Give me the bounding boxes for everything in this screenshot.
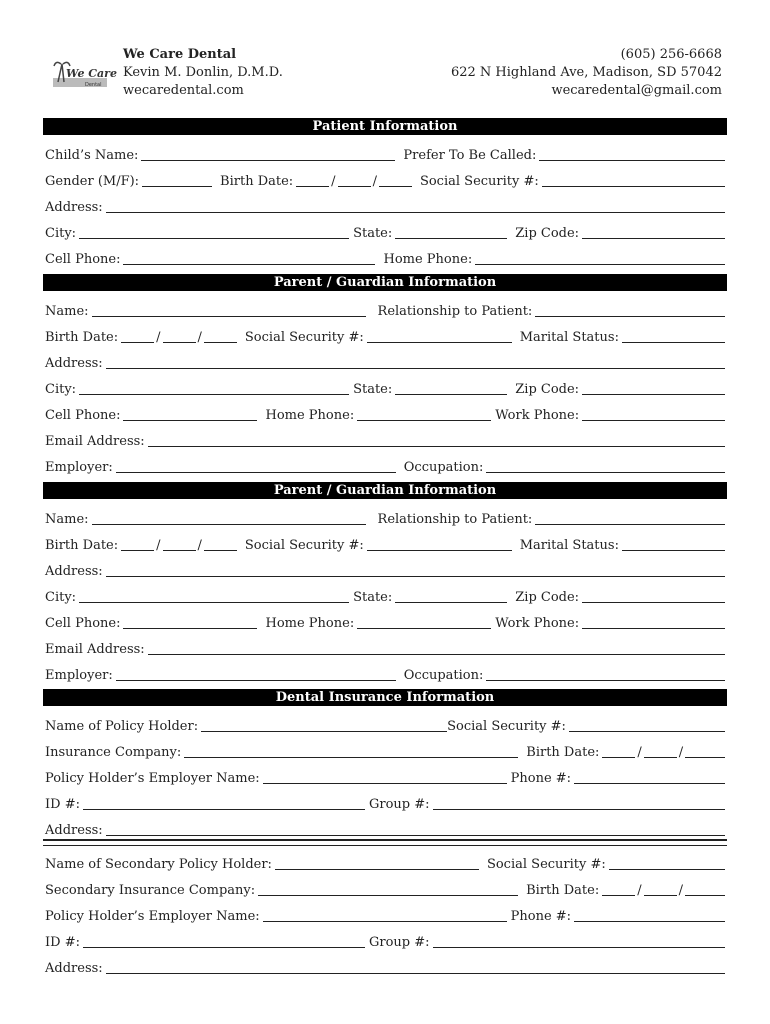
g2-occupation-field[interactable] — [486, 679, 725, 681]
svg-text:Dental: Dental — [85, 82, 102, 88]
g2-cell-phone-field[interactable] — [123, 627, 257, 629]
row-g1-city-state-zip — [45, 378, 725, 398]
g2-state-field[interactable] — [395, 601, 507, 603]
row-g1-employer — [45, 456, 725, 476]
address-label: Address: — [45, 200, 103, 215]
row-sec-id-group — [45, 931, 725, 951]
g2-ssn-field[interactable] — [367, 549, 512, 551]
date-slash: / — [156, 330, 161, 345]
row-g2-address — [45, 560, 725, 580]
row-sec-ph-employer — [45, 905, 725, 925]
clinic-name: We Care Dental — [123, 47, 237, 62]
ssn-field[interactable] — [542, 185, 725, 187]
sec-id-label: ID #: — [45, 935, 80, 950]
ins-address-field[interactable] — [106, 834, 725, 836]
row-g2-birth — [45, 534, 725, 554]
g1-birth-date-label: Birth Date: — [45, 330, 119, 345]
ph-employer-label: Policy Holder’s Employer Name: — [45, 771, 260, 786]
sec-group-label: Group #: — [368, 935, 430, 950]
g2-birth-date-label: Birth Date: — [45, 538, 119, 553]
ins-address-label: Address: — [45, 823, 103, 838]
zip-field[interactable] — [582, 237, 725, 239]
g2-relationship-field[interactable] — [535, 523, 725, 525]
clinic-website: wecaredental.com — [123, 83, 244, 98]
g1-home-phone-field[interactable] — [357, 419, 491, 421]
g1-marital-field[interactable] — [622, 341, 725, 343]
g2-email-label: Email Address: — [45, 642, 145, 657]
state-field[interactable] — [395, 237, 507, 239]
g2-ssn-label: Social Security #: — [244, 538, 364, 553]
row-g2-name — [45, 508, 725, 528]
policy-holder-label: Name of Policy Holder: — [45, 719, 199, 734]
g2-employer-label: Employer: — [45, 668, 113, 683]
g1-home-phone-label: Home Phone: — [265, 408, 355, 423]
g2-address-field[interactable] — [106, 575, 725, 577]
cell-phone-field[interactable] — [123, 263, 375, 265]
secondary-ssn-field[interactable] — [609, 868, 725, 870]
ins-birth-date-label: Birth Date: — [526, 745, 600, 760]
g1-birth-year-field[interactable] — [204, 341, 237, 343]
g1-name-field[interactable] — [92, 315, 366, 317]
section-guardian-2: Parent / Guardian Information — [43, 482, 727, 499]
row-phones — [45, 248, 725, 268]
ins-birth-day-field[interactable] — [644, 756, 677, 758]
g2-birth-day-field[interactable] — [163, 549, 196, 551]
g1-birth-day-field[interactable] — [163, 341, 196, 343]
ph-phone-label: Phone #: — [510, 771, 572, 786]
row-ins-address — [45, 819, 725, 839]
g2-city-label: City: — [45, 590, 77, 605]
ph-employer-field[interactable] — [263, 782, 507, 784]
g2-cell-phone-label: Cell Phone: — [45, 616, 121, 631]
row-g2-phones — [45, 612, 725, 632]
g1-email-field[interactable] — [148, 445, 725, 447]
g2-employer-field[interactable] — [116, 679, 396, 681]
date-slash: / — [678, 745, 684, 760]
g2-birth-year-field[interactable] — [204, 549, 237, 551]
secondary-company-field[interactable] — [258, 894, 518, 896]
row-g1-name — [45, 300, 725, 320]
secondary-company-label: Secondary Insurance Company: — [45, 883, 256, 898]
g2-city-field[interactable] — [79, 601, 349, 603]
g2-name-field[interactable] — [92, 523, 366, 525]
section-guardian-1: Parent / Guardian Information — [43, 274, 727, 291]
ssn-label: Social Security #: — [419, 174, 539, 189]
clinic-info — [123, 46, 283, 100]
home-phone-field[interactable] — [475, 263, 725, 265]
g2-marital-field[interactable] — [622, 549, 725, 551]
g1-ssn-label: Social Security #: — [244, 330, 364, 345]
g2-name-label: Name: — [45, 512, 89, 527]
sec-address-label: Address: — [45, 961, 103, 976]
row-g1-phones — [45, 404, 725, 424]
city-field[interactable] — [79, 237, 349, 239]
section-dental-insurance: Dental Insurance Information — [43, 689, 727, 706]
gender-field[interactable] — [142, 185, 212, 187]
childs-name-field[interactable] — [141, 159, 395, 161]
date-slash: / — [678, 883, 684, 898]
g1-occupation-label: Occupation: — [403, 460, 484, 475]
date-slash: / — [372, 174, 377, 189]
g2-address-label: Address: — [45, 564, 103, 579]
sec-address-field[interactable] — [106, 972, 725, 974]
sec-birth-year-field[interactable] — [685, 894, 725, 896]
sec-ph-phone-field[interactable] — [574, 920, 725, 922]
g1-work-phone-label: Work Phone: — [495, 408, 580, 423]
date-slash: / — [331, 174, 336, 189]
sec-ph-employer-label: Policy Holder’s Employer Name: — [45, 909, 260, 924]
g2-home-phone-field[interactable] — [357, 627, 491, 629]
row-policy-holder — [45, 715, 725, 735]
group-field[interactable] — [433, 808, 726, 810]
g1-email-label: Email Address: — [45, 434, 145, 449]
prefer-called-field[interactable] — [539, 159, 725, 161]
g1-city-field[interactable] — [79, 393, 349, 395]
g1-birth-month-field[interactable] — [121, 341, 154, 343]
clinic-email: wecaredental@gmail.com — [551, 83, 722, 98]
g2-zip-field[interactable] — [582, 601, 725, 603]
sec-id-field[interactable] — [83, 946, 365, 948]
g1-cell-phone-field[interactable] — [123, 419, 257, 421]
row-sec-address — [45, 957, 725, 977]
g2-email-field[interactable] — [148, 653, 725, 655]
row-ph-employer — [45, 767, 725, 787]
row-secondary-company — [45, 879, 725, 899]
sec-birth-month-field[interactable] — [602, 894, 635, 896]
g1-name-label: Name: — [45, 304, 89, 319]
g1-occupation-field[interactable] — [486, 471, 725, 473]
g1-address-label: Address: — [45, 356, 103, 371]
row-secondary-holder — [45, 853, 725, 873]
birth-date-label: Birth Date: — [220, 174, 294, 189]
g2-home-phone-label: Home Phone: — [265, 616, 355, 631]
birth-day-field[interactable] — [338, 185, 371, 187]
g1-zip-field[interactable] — [582, 393, 725, 395]
secondary-holder-label: Name of Secondary Policy Holder: — [45, 857, 272, 872]
cell-phone-label: Cell Phone: — [45, 252, 121, 267]
sec-ph-employer-field[interactable] — [263, 920, 507, 922]
doctor-name: Kevin M. Donlin, D.M.D. — [123, 65, 283, 80]
row-g1-address — [45, 352, 725, 372]
section-patient-information: Patient Information — [43, 118, 727, 135]
prefer-called-label: Prefer To Be Called: — [403, 148, 537, 163]
date-slash: / — [637, 883, 642, 898]
date-slash: / — [156, 538, 161, 553]
policy-ssn-field[interactable] — [569, 730, 725, 732]
g1-relationship-label: Relationship to Patient: — [377, 304, 533, 319]
id-label: ID #: — [45, 797, 80, 812]
we-care-dental-logo — [52, 60, 117, 88]
row-g2-city-state-zip — [45, 586, 725, 606]
zip-label: Zip Code: — [515, 226, 580, 241]
g1-ssn-field[interactable] — [367, 341, 512, 343]
row-gender-birth — [45, 170, 725, 190]
row-g1-email — [45, 430, 725, 450]
clinic-address: 622 N Highland Ave, Madison, SD 57042 — [450, 65, 722, 80]
g1-city-label: City: — [45, 382, 77, 397]
ins-birth-month-field[interactable] — [602, 756, 635, 758]
g1-address-field[interactable] — [106, 367, 725, 369]
policy-holder-field[interactable] — [201, 730, 447, 732]
section-divider — [43, 839, 727, 846]
policy-ssn-label: Social Security #: — [447, 719, 566, 734]
ins-birth-year-field[interactable] — [685, 756, 725, 758]
city-label: City: — [45, 226, 77, 241]
row-id-group — [45, 793, 725, 813]
secondary-ssn-label: Social Security #: — [486, 857, 606, 872]
g2-work-phone-label: Work Phone: — [495, 616, 580, 631]
date-slash: / — [197, 538, 202, 553]
row-g1-birth — [45, 326, 725, 346]
g2-work-phone-field[interactable] — [582, 627, 725, 629]
row-child-name — [45, 144, 725, 164]
sec-birth-date-label: Birth Date: — [526, 883, 600, 898]
insurance-company-label: Insurance Company: — [45, 745, 182, 760]
insurance-company-field[interactable] — [184, 756, 518, 758]
svg-text:We Care: We Care — [66, 67, 117, 80]
group-label: Group #: — [368, 797, 430, 812]
g2-zip-label: Zip Code: — [515, 590, 580, 605]
row-g2-email — [45, 638, 725, 658]
gender-label: Gender (M/F): — [45, 174, 140, 189]
sec-birth-day-field[interactable] — [644, 894, 677, 896]
row-g2-employer — [45, 664, 725, 684]
sec-group-field[interactable] — [433, 946, 726, 948]
g1-state-label: State: — [353, 382, 393, 397]
id-field[interactable] — [83, 808, 365, 810]
home-phone-label: Home Phone: — [383, 252, 473, 267]
g2-marital-label: Marital Status: — [519, 538, 619, 553]
state-label: State: — [353, 226, 393, 241]
g1-relationship-field[interactable] — [535, 315, 725, 317]
address-field[interactable] — [106, 211, 725, 213]
g1-cell-phone-label: Cell Phone: — [45, 408, 121, 423]
birth-month-field[interactable] — [296, 185, 329, 187]
childs-name-label: Child’s Name: — [45, 148, 139, 163]
g2-birth-month-field[interactable] — [121, 549, 154, 551]
secondary-holder-field[interactable] — [275, 868, 479, 870]
g1-employer-field[interactable] — [116, 471, 396, 473]
sec-ph-phone-label: Phone #: — [510, 909, 572, 924]
row-insurance-company — [45, 741, 725, 761]
g1-work-phone-field[interactable] — [582, 419, 725, 421]
g2-relationship-label: Relationship to Patient: — [377, 512, 533, 527]
g1-state-field[interactable] — [395, 393, 507, 395]
birth-year-field[interactable] — [379, 185, 412, 187]
g1-zip-label: Zip Code: — [515, 382, 580, 397]
g2-occupation-label: Occupation: — [403, 668, 484, 683]
date-slash: / — [637, 745, 642, 760]
g1-employer-label: Employer: — [45, 460, 113, 475]
row-address — [45, 196, 725, 216]
g2-state-label: State: — [353, 590, 393, 605]
ph-phone-field[interactable] — [574, 782, 725, 784]
row-city-state-zip — [45, 222, 725, 242]
g1-marital-label: Marital Status: — [519, 330, 619, 345]
date-slash: / — [197, 330, 202, 345]
clinic-contact — [451, 46, 722, 100]
clinic-phone: (605) 256-6668 — [620, 47, 722, 62]
